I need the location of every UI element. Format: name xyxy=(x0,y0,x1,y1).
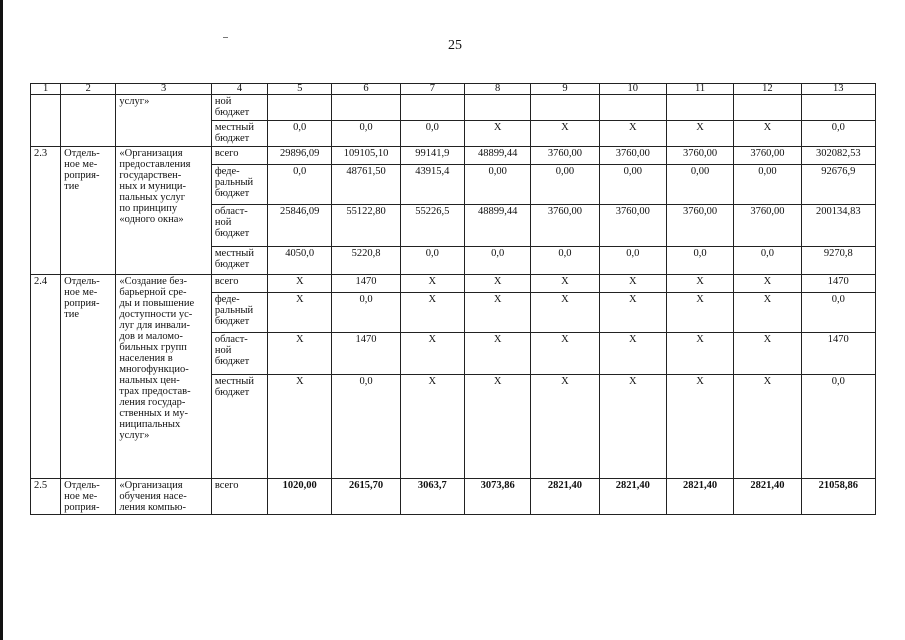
continuation-row-1-value-col6: 0,0 xyxy=(332,121,400,147)
section-2.4-row-1-value-col9: X xyxy=(531,293,599,333)
section-2.3-row-0-value-col7: 99141,9 xyxy=(400,147,464,165)
continuation-row-0-value-col5 xyxy=(268,95,332,121)
continuation-row-1-value-col10: X xyxy=(599,121,666,147)
section-2.4-row-0-source: всего xyxy=(211,275,267,293)
section-2.4-row-1-value-col12: X xyxy=(734,293,801,333)
section-2.3-row-1-value-col6: 48761,50 xyxy=(332,165,400,205)
section-2.3-row-0-value-col8: 48899,44 xyxy=(465,147,531,165)
table-row xyxy=(31,275,876,293)
section-2.4-row-3-value-col13: 0,0 xyxy=(801,375,875,479)
section-2.4-row-1-source: феде- ральный бюджет xyxy=(211,293,267,333)
continuation-row-0-value-col13 xyxy=(801,95,875,121)
section-2.5-row-0-value-col5: 1020,00 xyxy=(268,479,332,515)
section-2.3-row-1-value-col13: 92676,9 xyxy=(801,165,875,205)
section-2.4-row-2-value-col12: X xyxy=(734,333,801,375)
section-2.4-row-2-value-col5: X xyxy=(268,333,332,375)
section-number: 2.3 xyxy=(31,147,61,275)
scan-speck xyxy=(223,37,228,38)
section-2.4-row-1-value-col6: 0,0 xyxy=(332,293,400,333)
continuation-row-1-value-col12: X xyxy=(734,121,801,147)
section-description: «Организация обучения насе- ления компью- xyxy=(116,479,211,515)
section-2.4-row-1-value-col7: X xyxy=(400,293,464,333)
section-2.3-row-3-value-col5: 4050,0 xyxy=(268,247,332,275)
column-number-13: 13 xyxy=(801,84,875,95)
continuation-row-0-value-col7 xyxy=(400,95,464,121)
section-2.4-row-3-value-col8: X xyxy=(465,375,531,479)
section-2.3-row-1-value-col8: 0,00 xyxy=(465,165,531,205)
continuation-row-0-source: ной бюджет xyxy=(211,95,267,121)
section-2.4-row-3-value-col7: X xyxy=(400,375,464,479)
section-2.3-row-2-value-col13: 200134,83 xyxy=(801,205,875,247)
section-type xyxy=(61,95,116,147)
section-2.5-row-0-value-col13: 21058,86 xyxy=(801,479,875,515)
section-2.3-row-1-value-col5: 0,0 xyxy=(268,165,332,205)
section-2.4-row-0-value-col11: X xyxy=(666,275,733,293)
section-2.3-row-0-value-col12: 3760,00 xyxy=(734,147,801,165)
section-2.5-row-0-value-col6: 2615,70 xyxy=(332,479,400,515)
section-2.3-row-2-value-col7: 55226,5 xyxy=(400,205,464,247)
section-number: 2.5 xyxy=(31,479,61,515)
section-2.3-row-3-value-col11: 0,0 xyxy=(666,247,733,275)
section-2.3-row-0-value-col13: 302082,53 xyxy=(801,147,875,165)
section-type: Отдель- ное ме- роприя- xyxy=(61,479,116,515)
section-2.3-row-3-value-col10: 0,0 xyxy=(599,247,666,275)
continuation-row-0-value-col6 xyxy=(332,95,400,121)
section-2.5-row-0-value-col11: 2821,40 xyxy=(666,479,733,515)
section-description: услуг» xyxy=(116,95,211,147)
section-2.5-row-0-value-col9: 2821,40 xyxy=(531,479,599,515)
section-2.3-row-2-value-col6: 55122,80 xyxy=(332,205,400,247)
section-2.4-row-3-source: местный бюджет xyxy=(211,375,267,479)
section-description: «Организация предоставления государствен- ных и муници- пальных услуг по принципу «одного окна» xyxy=(116,147,211,275)
section-2.3-row-2-value-col11: 3760,00 xyxy=(666,205,733,247)
column-number-7: 7 xyxy=(400,84,464,95)
section-2.4-row-3-value-col10: X xyxy=(599,375,666,479)
section-2.4-row-2-value-col9: X xyxy=(531,333,599,375)
budget-table xyxy=(30,83,876,515)
continuation-row-1-value-col13: 0,0 xyxy=(801,121,875,147)
column-number-12: 12 xyxy=(734,84,801,95)
section-2.3-row-0-value-col10: 3760,00 xyxy=(599,147,666,165)
section-2.4-row-0-value-col7: X xyxy=(400,275,464,293)
column-number-6: 6 xyxy=(332,84,400,95)
column-number-4: 4 xyxy=(211,84,267,95)
continuation-row-1-source: местный бюджет xyxy=(211,121,267,147)
column-number-5: 5 xyxy=(268,84,332,95)
continuation-row-0-value-col12 xyxy=(734,95,801,121)
section-2.4-row-1-value-col5: X xyxy=(268,293,332,333)
section-2.5-row-0-value-col10: 2821,40 xyxy=(599,479,666,515)
table-row xyxy=(31,479,876,515)
section-2.3-row-2-source: област- ной бюджет xyxy=(211,205,267,247)
section-2.4-row-3-value-col5: X xyxy=(268,375,332,479)
section-2.3-row-0-value-col11: 3760,00 xyxy=(666,147,733,165)
section-2.3-row-1-value-col10: 0,00 xyxy=(599,165,666,205)
section-2.5-row-0-value-col7: 3063,7 xyxy=(400,479,464,515)
section-2.4-row-1-value-col10: X xyxy=(599,293,666,333)
section-type: Отдель- ное ме- роприя- тие xyxy=(61,275,116,479)
section-2.3-row-0-source: всего xyxy=(211,147,267,165)
section-2.3-row-2-value-col9: 3760,00 xyxy=(531,205,599,247)
section-number: 2.4 xyxy=(31,275,61,479)
section-2.4-row-0-value-col6: 1470 xyxy=(332,275,400,293)
section-2.3-row-0-value-col5: 29896,09 xyxy=(268,147,332,165)
binding-edge xyxy=(0,0,3,640)
section-2.3-row-1-value-col11: 0,00 xyxy=(666,165,733,205)
section-2.4-row-3-value-col9: X xyxy=(531,375,599,479)
continuation-row-0-value-col10 xyxy=(599,95,666,121)
page-number: 25 xyxy=(448,38,462,53)
section-2.5-row-0-value-col8: 3073,86 xyxy=(465,479,531,515)
section-2.4-row-3-value-col11: X xyxy=(666,375,733,479)
section-2.3-row-0-value-col6: 109105,10 xyxy=(332,147,400,165)
section-2.4-row-2-source: област- ной бюджет xyxy=(211,333,267,375)
section-2.3-row-2-value-col5: 25846,09 xyxy=(268,205,332,247)
section-2.3-row-3-value-col12: 0,0 xyxy=(734,247,801,275)
column-number-1: 1 xyxy=(31,84,61,95)
section-2.5-row-0-value-col12: 2821,40 xyxy=(734,479,801,515)
section-2.4-row-2-value-col13: 1470 xyxy=(801,333,875,375)
section-2.4-row-1-value-col11: X xyxy=(666,293,733,333)
section-2.3-row-3-value-col9: 0,0 xyxy=(531,247,599,275)
section-2.3-row-1-source: феде- ральный бюджет xyxy=(211,165,267,205)
section-2.3-row-1-value-col9: 0,00 xyxy=(531,165,599,205)
section-2.4-row-0-value-col8: X xyxy=(465,275,531,293)
section-2.4-row-0-value-col13: 1470 xyxy=(801,275,875,293)
section-2.4-row-2-value-col7: X xyxy=(400,333,464,375)
section-2.4-row-1-value-col13: 0,0 xyxy=(801,293,875,333)
section-2.4-row-0-value-col5: X xyxy=(268,275,332,293)
column-number-8: 8 xyxy=(465,84,531,95)
continuation-row-0-value-col9 xyxy=(531,95,599,121)
table-row xyxy=(31,147,876,165)
table-row xyxy=(31,95,876,121)
section-2.3-row-3-value-col13: 9270,8 xyxy=(801,247,875,275)
continuation-row-1-value-col5: 0,0 xyxy=(268,121,332,147)
section-2.3-row-3-value-col6: 5220,8 xyxy=(332,247,400,275)
section-2.3-row-3-value-col8: 0,0 xyxy=(465,247,531,275)
section-2.4-row-0-value-col12: X xyxy=(734,275,801,293)
section-2.4-row-3-value-col6: 0,0 xyxy=(332,375,400,479)
section-2.4-row-2-value-col11: X xyxy=(666,333,733,375)
section-2.3-row-3-value-col7: 0,0 xyxy=(400,247,464,275)
section-2.4-row-2-value-col6: 1470 xyxy=(332,333,400,375)
column-number-10: 10 xyxy=(599,84,666,95)
continuation-row-1-value-col11: X xyxy=(666,121,733,147)
column-number-9: 9 xyxy=(531,84,599,95)
section-2.3-row-2-value-col10: 3760,00 xyxy=(599,205,666,247)
column-number-row xyxy=(31,84,876,95)
column-number-2: 2 xyxy=(61,84,116,95)
section-2.4-row-0-value-col9: X xyxy=(531,275,599,293)
column-number-11: 11 xyxy=(666,84,733,95)
section-2.5-row-0-source: всего xyxy=(211,479,267,515)
section-2.3-row-1-value-col7: 43915,4 xyxy=(400,165,464,205)
continuation-row-0-value-col8 xyxy=(465,95,531,121)
section-description: «Создание без- барьерной сре- ды и повышение доступности ус- луг для инвали- дов и маломо- бильных групп населения в многофункцио- нальных цен- трах предостав- ления государ- ственных и му- ниципальных услуг» xyxy=(116,275,211,479)
section-2.3-row-3-source: местный бюджет xyxy=(211,247,267,275)
column-number-3: 3 xyxy=(116,84,211,95)
section-2.4-row-2-value-col8: X xyxy=(465,333,531,375)
continuation-row-1-value-col7: 0,0 xyxy=(400,121,464,147)
section-2.4-row-3-value-col12: X xyxy=(734,375,801,479)
section-2.3-row-0-value-col9: 3760,00 xyxy=(531,147,599,165)
section-2.4-row-2-value-col10: X xyxy=(599,333,666,375)
section-2.3-row-2-value-col12: 3760,00 xyxy=(734,205,801,247)
continuation-row-0-value-col11 xyxy=(666,95,733,121)
section-2.4-row-0-value-col10: X xyxy=(599,275,666,293)
section-2.3-row-2-value-col8: 48899,44 xyxy=(465,205,531,247)
continuation-row-1-value-col9: X xyxy=(531,121,599,147)
section-2.3-row-1-value-col12: 0,00 xyxy=(734,165,801,205)
continuation-row-1-value-col8: X xyxy=(465,121,531,147)
section-type: Отдель- ное ме- роприя- тие xyxy=(61,147,116,275)
section-2.4-row-1-value-col8: X xyxy=(465,293,531,333)
section-number xyxy=(31,95,61,147)
